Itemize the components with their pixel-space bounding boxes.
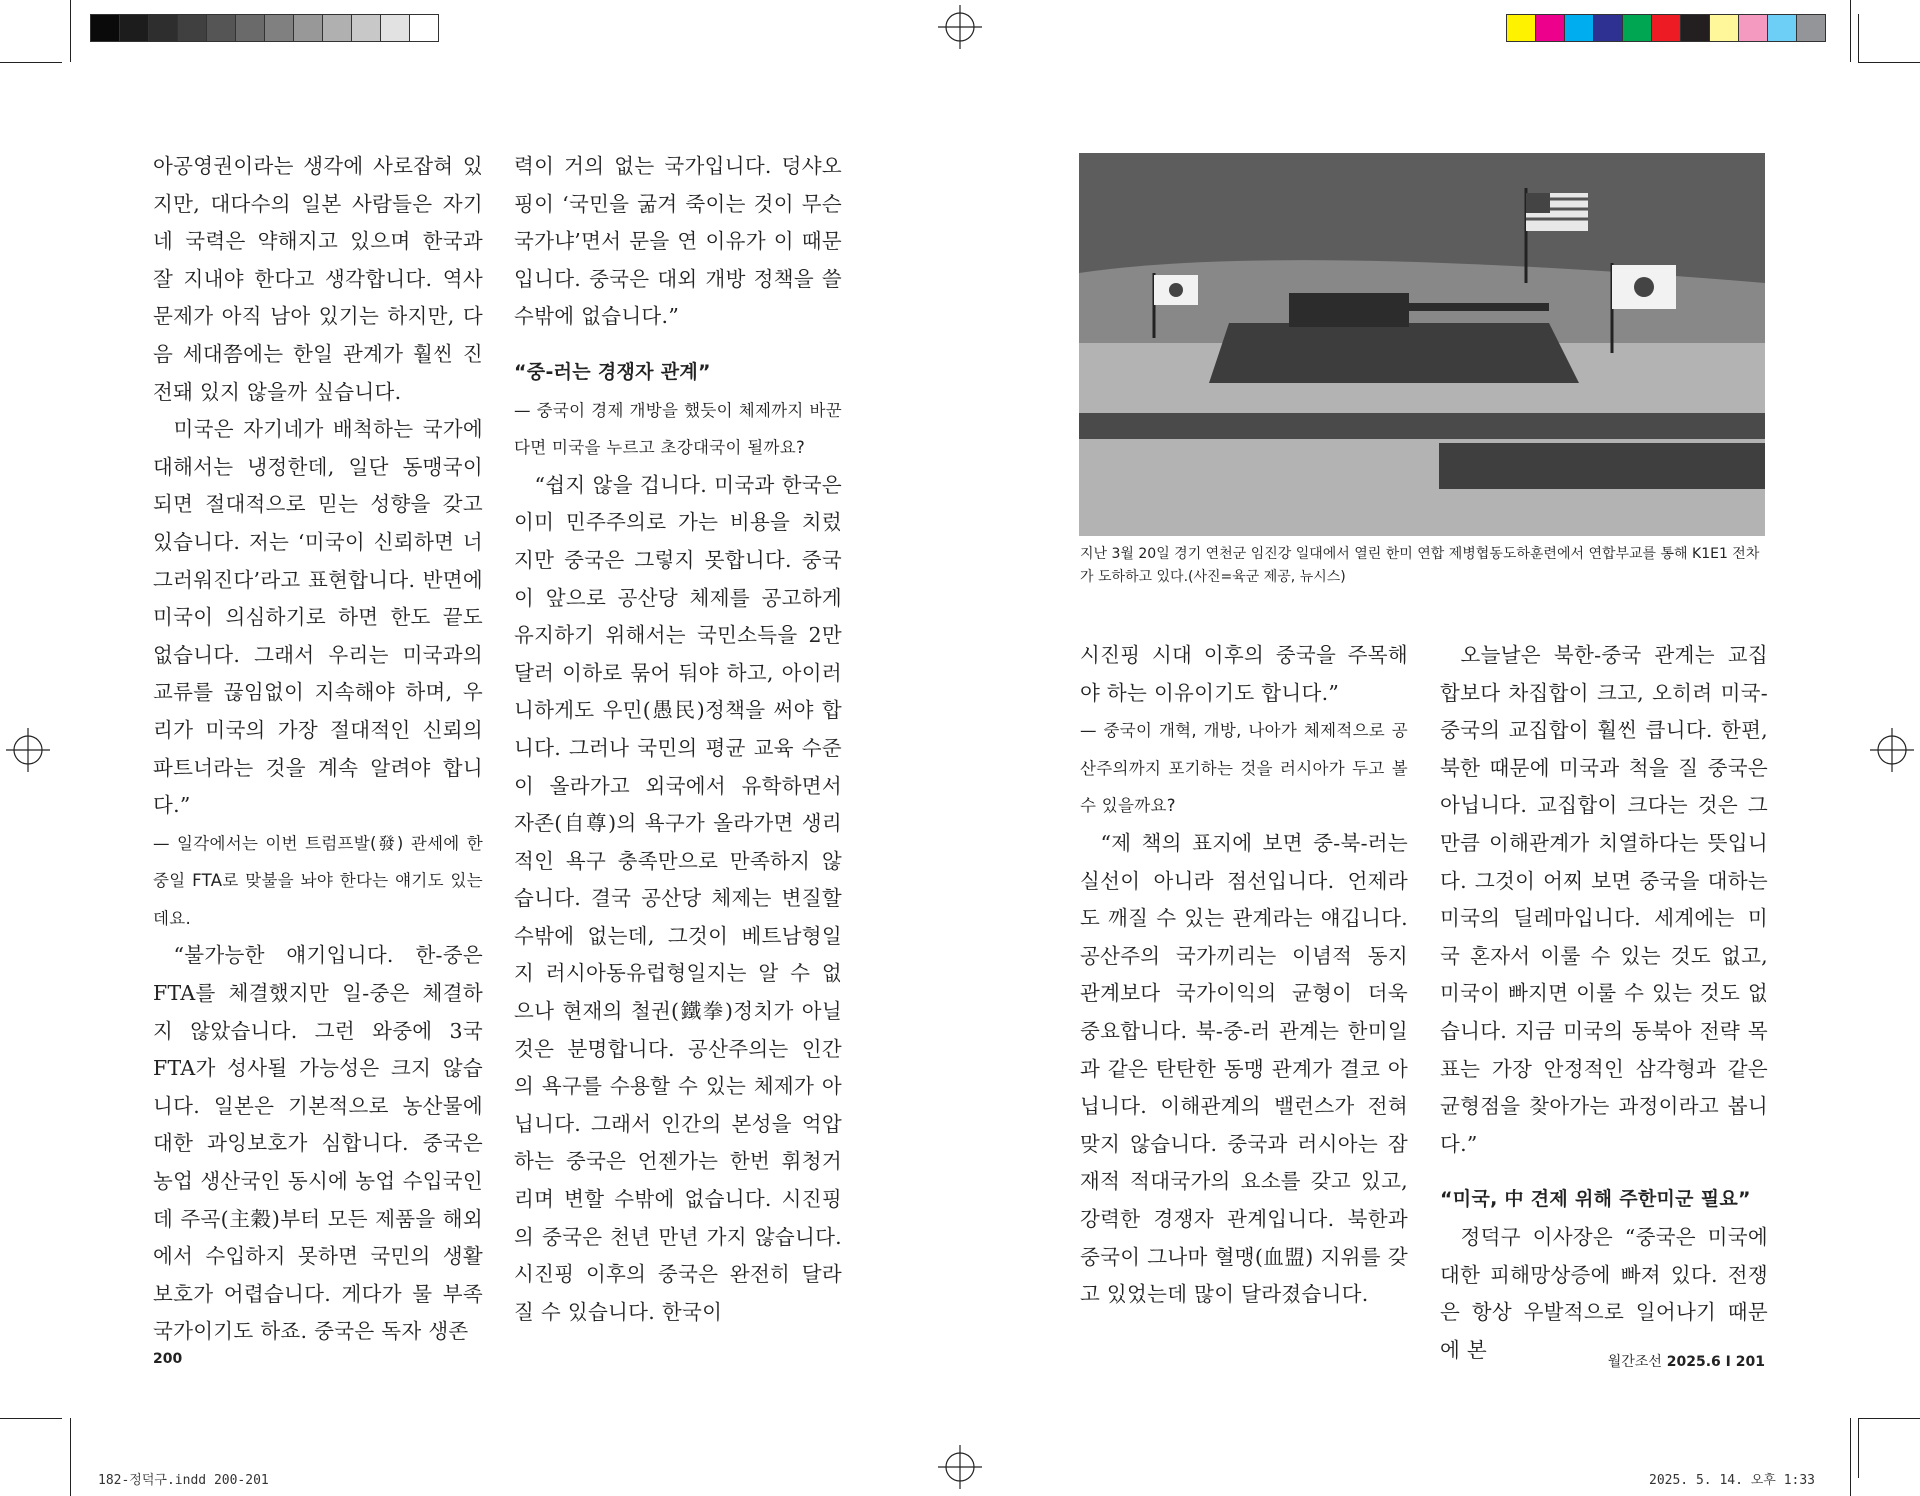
- right-page-column-1: [1080, 637, 1408, 1314]
- interview-question: — 중국이 경제 개방을 했듯이 체제까지 바꾼다면 미국을 누르고 초강대국이 될까요?: [514, 400, 842, 458]
- body-paragraph: “제 책의 표지에 보면 중-북-러는 실선이 아니라 점선입니다. 언제라도 깨질 수 있는 관계라는 얘깁니다. 공산주의 국가끼리는 이념적 동지 관계보다 국가이익의 균형이 더욱 중요합니다. 북-중-러 관계는 한미일과 같은 탄탄한 동맹 관계가 결코 아닙니다. 이해관계의 밸런스가 전혀 맞지 않습니다. 중국과 러시아는 잠재적 적대국가의 요소를 갖고 있고, 강력한 경쟁자 관계입니다. 북한과 중국이 그나마 혈맹(血盟) 지위를 갖고 있었는데 많이 달라졌습니다.: [1080, 830, 1408, 1307]
- color-swatch: [149, 15, 178, 41]
- photo-illustration: [1079, 153, 1765, 536]
- left-page-column-1: [153, 148, 483, 1351]
- issue-number: 2025.6: [1666, 1354, 1721, 1370]
- print-date: 2025. 5. 14. 오후 1:33: [1649, 1473, 1815, 1488]
- color-swatch: [178, 15, 207, 41]
- crop-mark: [0, 1418, 62, 1419]
- body-paragraph: “불가능한 얘기입니다. 한-중은 FTA를 체결했지만 일-중은 체결하지 않았습니다. 그런 와중에 3국 FTA가 성사될 가능성은 크지 않습니다. 일본은 기본적으로 농산물에 대한 과잉보호가 심합니다. 중국은 농업 생산국인 동시에 농업 수입국인데 주곡(主穀)부터 모든 제품을 해외에서 수입하지 못하면 국민의 생활 보호가 어렵습니다. 게다가 물 부족 국가이기도 하죠. 중국은 독자 생존: [153, 943, 483, 1344]
- section-subheading: “미국, 中 견제 위해 주한미군 필요”: [1440, 1188, 1751, 1211]
- registration-mark-icon: [6, 728, 50, 772]
- color-swatch: [1652, 15, 1681, 41]
- section-subheading: “중-러는 경쟁자 관계”: [514, 360, 711, 383]
- color-swatch: [1536, 15, 1565, 41]
- crop-mark: [70, 0, 71, 62]
- color-swatch: [91, 15, 120, 41]
- photo-caption: 지난 3월 20일 경기 연천군 임진강 일대에서 열린 한미 연합 제병협동도하훈련에서 연합부교를 통해 K1E1 전차가 도하하고 있다.(사진=육군 제공, 뉴시스): [1080, 546, 1760, 585]
- color-swatch: [1681, 15, 1710, 41]
- color-swatch: [381, 15, 410, 41]
- right-page-column-2: [1440, 637, 1768, 1369]
- color-swatch: [1565, 15, 1594, 41]
- color-swatch: [1594, 15, 1623, 41]
- color-swatch: [352, 15, 381, 41]
- color-swatch: [1797, 15, 1825, 41]
- color-swatch: [1768, 15, 1797, 41]
- file-slug: 182-정덕구.indd 200-201: [98, 1473, 269, 1488]
- body-paragraph: 정덕구 이사장은 “중국은 미국에 대한 피해망상증에 빠져 있다. 전쟁은 항상 우발적으로 일어나기 때문에 본: [1440, 1224, 1768, 1362]
- color-swatch: [1710, 15, 1739, 41]
- body-paragraph: 력이 거의 없는 국가입니다. 덩샤오핑이 ‘국민을 굶겨 죽이는 것이 무슨 국가냐’면서 문을 연 이유가 이 때문입니다. 중국은 대외 개방 정책을 쓸 수밖에 없습니다.”: [514, 154, 842, 329]
- interview-question: — 일각에서는 이번 트럼프발(發) 관세에 한중일 FTA로 맞불을 놔야 한다는 얘기도 있는데요.: [153, 833, 483, 928]
- registration-mark-icon: [938, 1445, 982, 1489]
- color-swatch: [294, 15, 323, 41]
- color-swatch: [1623, 15, 1652, 41]
- crop-mark: [1858, 1418, 1920, 1419]
- body-paragraph: 아공영권이라는 생각에 사로잡혀 있지만, 대다수의 일본 사람들은 자기네 국력은 약해지고 있으며 한국과 잘 지내야 한다고 생각합니다. 역사 문제가 아직 남아 있기는 하지만, 다음 세대쯤에는 한일 관계가 훨씬 진전돼 있지 않을까 싶습니다.: [153, 154, 483, 404]
- body-paragraph: 오늘날은 북한-중국 관계는 교집합보다 차집합이 크고, 오히려 미국-중국의 교집합이 훨씬 큽니다. 한편, 북한 때문에 미국과 척을 질 중국은 아닙니다. 교집합이 크다는 것은 그만큼 이해관계가 치열하다는 뜻입니다. 그것이 어찌 보면 중국을 대하는 미국의 딜레마입니다. 세계에는 미국 혼자서 이룰 수 있는 것도 없고, 미국이 빠지면 이룰 수 있는 것도 없습니다. 지금 미국의 동북아 전략 목표는 가장 안정적인 삼각형과 같은 균형점을 찾아가는 과정이라고 봅니다.”: [1440, 643, 1768, 1156]
- crop-mark: [1858, 14, 1859, 62]
- page-number-left: 200: [153, 1351, 183, 1367]
- crop-mark: [0, 62, 62, 63]
- grayscale-color-bar: [90, 14, 439, 42]
- body-paragraph: 미국은 자기네가 배척하는 국가에 대해서는 냉정한데, 일단 동맹국이 되면 절대적으로 믿는 성향을 갖고 있습니다. 저는 ‘미국이 신뢰하면 너그러워진다’라고 표현합니다. 반면에 미국이 의심하기로 하면 한도 끝도 없습니다. 그래서 우리는 미국과의 교류를 끊임없이 지속해야 하며, 우리가 미국의 가장 절대적인 신뢰의 파트너라는 것을 계속 알려야 합니다.”: [153, 417, 483, 818]
- color-swatch: [265, 15, 294, 41]
- color-swatch: [323, 15, 352, 41]
- color-swatch: [1507, 15, 1536, 41]
- registration-mark-icon: [1870, 728, 1914, 772]
- crop-mark: [1858, 62, 1920, 63]
- color-swatch: [236, 15, 265, 41]
- color-swatch: [1739, 15, 1768, 41]
- crop-mark: [1858, 1418, 1859, 1478]
- crop-mark: [1850, 0, 1851, 62]
- color-swatch: [410, 15, 438, 41]
- body-paragraph: 시진핑 시대 이후의 중국을 주목해야 하는 이유이기도 합니다.”: [1080, 643, 1408, 705]
- registration-mark-icon: [938, 5, 982, 49]
- process-color-bar: [1506, 14, 1826, 42]
- left-page-column-2: [514, 148, 842, 1331]
- magazine-name: 월간조선: [1607, 1354, 1662, 1370]
- color-swatch: [120, 15, 149, 41]
- crop-mark: [70, 1418, 71, 1496]
- crop-mark: [1850, 1418, 1851, 1496]
- page-number: 201: [1735, 1354, 1765, 1370]
- interview-question: — 중국이 개혁, 개방, 나아가 체제적으로 공산주의까지 포기하는 것을 러시아가 두고 볼 수 있을까요?: [1080, 721, 1408, 816]
- color-swatch: [207, 15, 236, 41]
- page-number-right: 월간조선 2025.6 I 201: [1607, 1354, 1765, 1370]
- body-paragraph: “쉽지 않을 겁니다. 미국과 한국은 이미 민주주의로 가는 비용을 치렀지만 중국은 그렇지 못합니다. 중국이 앞으로 공산당 체제를 공고하게 유지하기 위해서는 국민소득을 2만 달러 이하로 묶어 둬야 하고, 아이러니하게도 우민(愚民)정책을 써야 합니다. 그러나 국민의 평균 교육 수준이 올라가고 외국에서 유학하면서 자존(自尊)의 욕구가 올라가면 생리적인 욕구 충족만으로 만족하지 않습니다. 결국 공산당 체제는 변질할 수밖에 없는데, 그것이 베트남형일지 러시아동유럽형일지는 알 수 없으나 현재의 철권(鐵拳)정치가 아닐 것은 분명합니다. 공산주의는 인간의 욕구를 수용할 수 있는 체제가 아닙니다. 그래서 인간의 본성을 억압하는 중국은 언젠가는 한번 휘청거리며 변할 수밖에 없습니다. 시진핑의 중국은 천년 만년 가지 않습니다. 시진핑 이후의 중국은 완전히 달라질 수 있습니다. 한국이: [514, 472, 842, 1324]
- photo-tank-crossing: [1079, 153, 1765, 536]
